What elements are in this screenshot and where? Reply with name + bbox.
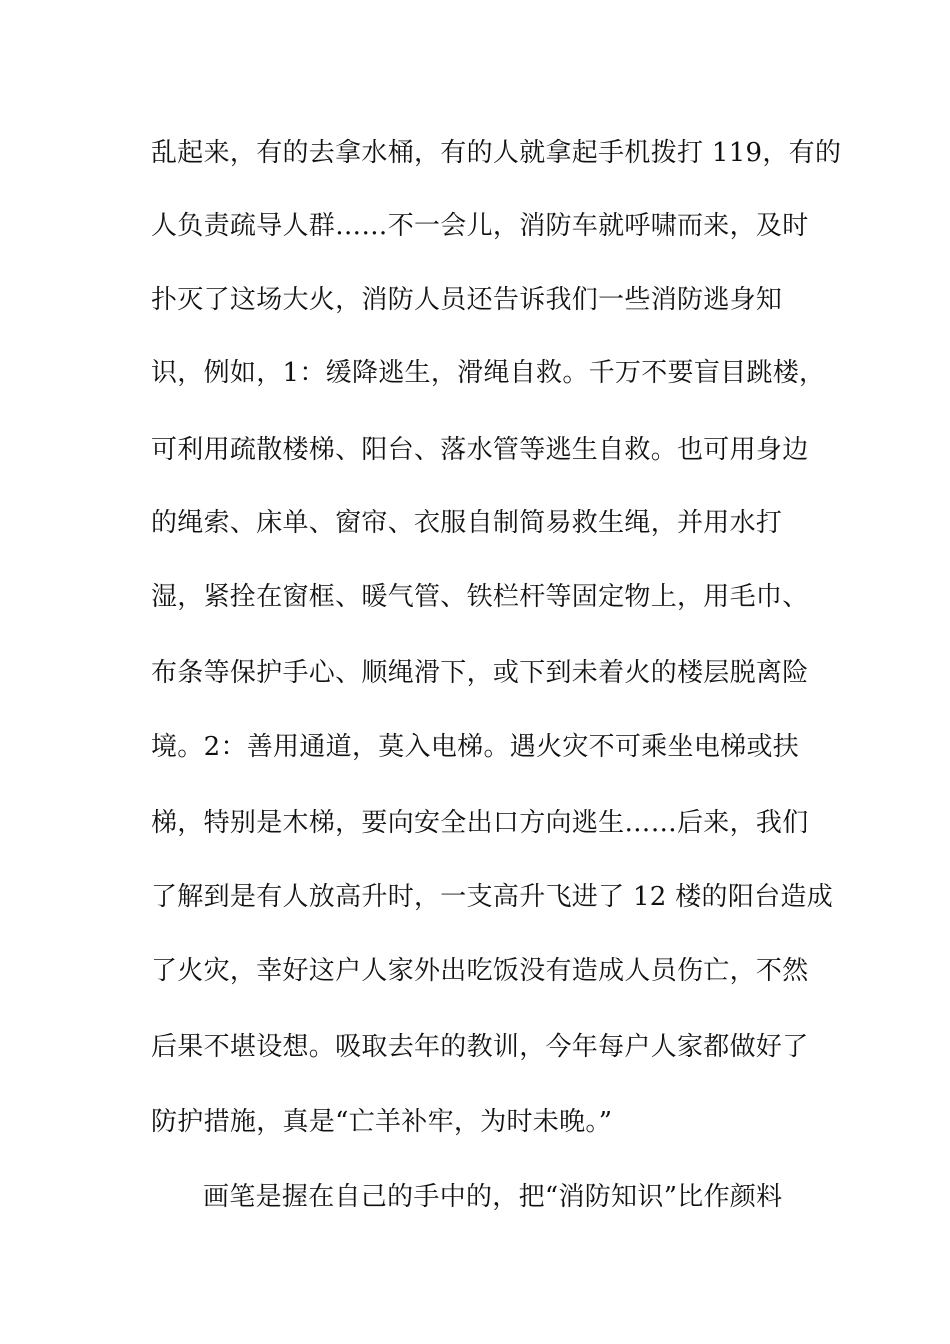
text-line: 的绳索、床单、窗帘、衣服自制简易救生绳，并用水打 [151,508,783,538]
text-line: 可利用疏散楼梯、阳台、落水管等逃生自救。也可用身边 [151,435,809,465]
text-line: 境。2：善用通道，莫入电梯。遇火灾不可乘坐电梯或扶 [151,732,800,762]
text-line: 防护措施，真是“亡羊补牢，为时未晚。” [151,1107,613,1137]
text-line: 湿，紧拴在窗框、暖气管、铁栏杆等固定物上，用毛巾、 [151,582,809,612]
text-line: 后果不堪设想。吸取去年的教训，今年每户人家都做好了 [151,1032,809,1062]
text-line: 人负责疏导人群……不一会儿，消防车就呼啸而来，及时 [151,211,809,241]
text-line: 了火灾，幸好这户人家外出吃饭没有造成人员伤亡，不然 [151,956,809,986]
text-line: 乱起来，有的去拿水桶，有的人就拿起手机拨打 119，有的 [151,138,842,168]
text-line: 布条等保护手心、顺绳滑下，或下到未着火的楼层脱离险 [151,658,809,688]
paragraph-first-line: 画笔是握在自己的手中的，把“消防知识”比作颜料 [203,1182,783,1212]
text-line: 梯，特别是木梯，要向安全出口方向逃生……后来，我们 [151,808,809,838]
text-line: 扑灭了这场大火，消防人员还告诉我们一些消防逃身知 [151,285,783,315]
text-line: 识，例如，1：缓降逃生，滑绳自救。千万不要盲目跳楼， [151,358,826,388]
text-line: 了解到是有人放高升时，一支高升飞进了 12 楼的阳台造成 [151,882,834,912]
